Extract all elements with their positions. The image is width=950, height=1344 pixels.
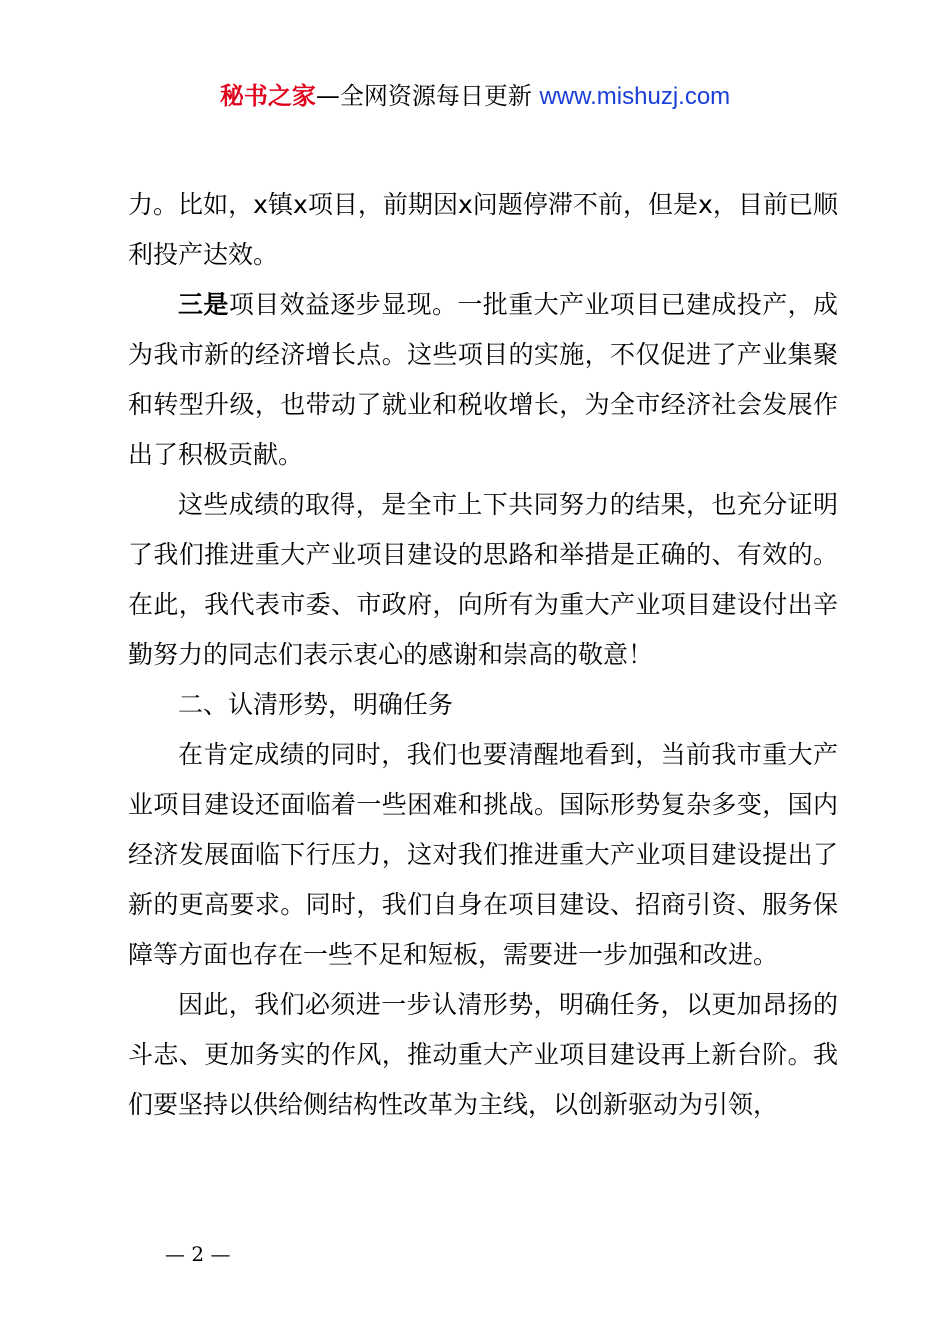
document-body xyxy=(128,180,838,1130)
brand-name: 秘书之家 xyxy=(219,82,316,110)
paragraph-text: 这些成绩的取得，是全市上下共同努力的结果，也充分证明了我们推进重大产业项目建设的思路和举措是正确的、有效的。在此，我代表市委、市政府，向所有为重大产业项目建设付出辛勤努力的同志们表示衷心的感谢和崇高的敬意！ xyxy=(128,490,838,669)
section-heading-text: 二、认清形势，明确任务 xyxy=(178,690,454,719)
paragraph-lead: 三是 xyxy=(178,290,229,319)
paragraph-text: 因此，我们必须进一步认清形势，明确任务，以更加昂扬的斗志、更加务实的作风，推动重大产业项目建设再上新台阶。我们要坚持以供给侧结构性改革为主线，以创新驱动为引领， xyxy=(128,990,838,1119)
paragraph-text: 在肯定成绩的同时，我们也要清醒地看到，当前我市重大产业项目建设还面临着一些困难和挑战。国际形势复杂多变，国内经济发展面临下行压力，这对我们推进重大产业项目建设提出了新的更高要求。同时，我们自身在项目建设、招商引资、服务保障等方面也存在一些不足和短板，需要进一步加强和改进。 xyxy=(128,740,838,969)
paragraph-third-point xyxy=(128,280,838,480)
paragraph-challenges xyxy=(128,730,838,980)
paragraph-text: 力。比如，x镇x项目，前期因x问题停滞不前，但是x，目前已顺利投产达效。 xyxy=(128,190,838,269)
paragraph-acknowledgement xyxy=(128,480,838,680)
site-watermark-header xyxy=(0,80,950,113)
page-number: — 2 — xyxy=(165,1242,231,1266)
paragraph-tasks xyxy=(128,980,838,1130)
paragraph-text: 项目效益逐步显现。一批重大产业项目已建成投产，成为我市新的经济增长点。这些项目的实施，不仅促进了产业集聚和转型升级，也带动了就业和税收增长，为全市经济社会发展作出了积极贡献。 xyxy=(128,290,838,469)
paragraph-continuation xyxy=(128,180,838,280)
site-url: www.mishuzj.com xyxy=(539,83,731,110)
tagline: —全网资源每日更新 xyxy=(315,82,540,110)
section-heading xyxy=(128,680,838,730)
